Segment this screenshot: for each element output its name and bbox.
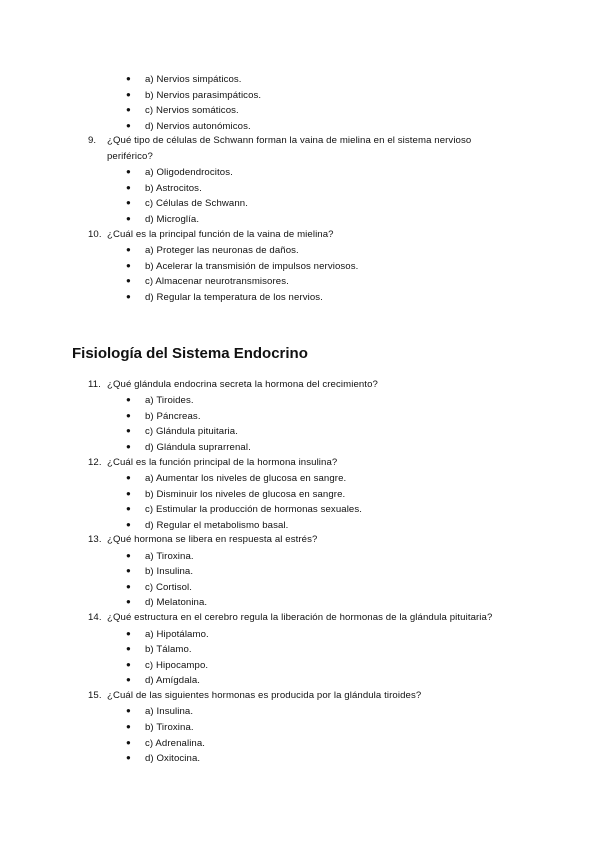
question-10 — [88, 227, 334, 243]
bullet-icon: ● — [126, 566, 131, 575]
bullet-icon: ● — [126, 722, 131, 731]
question-text: ¿Qué hormona se libera en respuesta al estrés? — [107, 534, 318, 545]
question-number: 12. — [88, 457, 102, 468]
list-item — [126, 594, 207, 611]
question-number: 11. — [88, 379, 101, 390]
option-text: d) Nervios autonómicos. — [145, 121, 251, 132]
option-text: b) Insulina. — [145, 566, 194, 577]
question-14 — [88, 610, 492, 626]
question-number: 13. — [88, 534, 102, 545]
bullet-icon: ● — [126, 706, 131, 715]
option-text: c) Células de Schwann. — [145, 198, 248, 209]
option-text: a) Nervios simpáticos. — [145, 74, 242, 85]
option-text: c) Almacenar neurotransmisores. — [145, 276, 289, 287]
option-text: b) Tiroxina. — [145, 722, 194, 733]
option-text: b) Nervios parasimpáticos. — [145, 90, 262, 101]
option-text: b) Tálamo. — [145, 644, 192, 655]
list-item — [126, 641, 192, 658]
bullet-icon: ● — [126, 426, 131, 435]
bullet-icon: ● — [126, 629, 131, 638]
question-text: ¿Cuál de las siguientes hormonas es producida por la glándula tiroides? — [107, 690, 422, 701]
bullet-icon: ● — [126, 167, 131, 176]
list-item — [126, 392, 194, 409]
bullet-icon: ● — [126, 411, 131, 420]
option-text: a) Oligodendrocitos. — [145, 167, 233, 178]
option-text: b) Páncreas. — [145, 411, 201, 422]
bullet-icon: ● — [126, 582, 131, 591]
bullet-icon: ● — [126, 395, 131, 404]
list-item — [126, 439, 251, 456]
question-9 — [88, 133, 471, 149]
option-text: d) Oxitocina. — [145, 753, 201, 764]
bullet-icon: ● — [126, 121, 131, 130]
question-text: ¿Cuál es la principal función de la vaina de mielina? — [107, 229, 334, 240]
bullet-icon: ● — [126, 473, 131, 482]
list-item — [126, 719, 194, 736]
option-text: d) Melatonina. — [145, 597, 208, 608]
bullet-icon: ● — [126, 597, 131, 606]
bullet-icon: ● — [126, 753, 131, 762]
question-number: 9. — [88, 135, 97, 146]
option-text: a) Aumentar los niveles de glucosa en sangre. — [145, 473, 347, 484]
option-text: a) Hipotálamo. — [145, 629, 209, 640]
bullet-icon: ● — [126, 276, 131, 285]
question-text: ¿Cuál es la función principal de la hormona insulina? — [107, 457, 338, 468]
option-text: c) Cortisol. — [145, 582, 193, 593]
question-11 — [88, 377, 378, 393]
question-number: 15. — [88, 690, 102, 701]
question-text: ¿Qué estructura en el cerebro regula la liberación de hormonas de la glándula pituitaria? — [107, 612, 493, 623]
bullet-icon: ● — [126, 644, 131, 653]
bullet-icon: ● — [126, 292, 131, 301]
list-item — [126, 71, 242, 88]
bullet-icon: ● — [126, 520, 131, 529]
bullet-icon: ● — [126, 105, 131, 114]
bullet-icon: ● — [126, 660, 131, 669]
option-text: d) Regular el metabolismo basal. — [145, 520, 289, 531]
option-text: a) Insulina. — [145, 706, 194, 717]
bullet-icon: ● — [126, 183, 131, 192]
list-item — [126, 470, 346, 487]
option-text: d) Microglía. — [145, 214, 200, 225]
bullet-icon: ● — [126, 504, 131, 513]
question-number: 10. — [88, 229, 102, 240]
list-item — [126, 423, 238, 440]
bullet-icon: ● — [126, 489, 131, 498]
option-text: d) Glándula suprarrenal. — [145, 442, 251, 453]
question-text: ¿Qué tipo de células de Schwann forman la vaina de mielina en el sistema nervioso — [107, 135, 472, 146]
option-text: b) Disminuir los niveles de glucosa en sangre. — [145, 489, 346, 500]
option-text: c) Hipocampo. — [145, 660, 209, 671]
list-item — [126, 164, 233, 181]
option-text: a) Tiroxina. — [145, 551, 194, 562]
list-item — [126, 501, 362, 518]
list-item — [126, 563, 193, 580]
option-text: d) Regular la temperatura de los nervios. — [145, 292, 323, 303]
list-item — [126, 102, 239, 119]
option-text: c) Nervios somáticos. — [145, 105, 239, 116]
list-item — [126, 211, 199, 228]
option-text: c) Estimular la producción de hormonas sexuales. — [145, 504, 363, 515]
list-item — [126, 273, 289, 290]
list-item — [126, 195, 248, 212]
option-text: c) Glándula pituitaria. — [145, 426, 238, 437]
list-item — [126, 703, 193, 720]
question-15 — [88, 688, 421, 704]
bullet-icon: ● — [126, 245, 131, 254]
option-text: c) Adrenalina. — [145, 738, 206, 749]
section-heading: Fisiología del Sistema Endocrino — [72, 345, 308, 362]
option-text: b) Acelerar la transmisión de impulsos nerviosos. — [145, 261, 359, 272]
bullet-icon: ● — [126, 675, 131, 684]
bullet-icon: ● — [126, 442, 131, 451]
question-text: ¿Qué glándula endocrina secreta la hormona del crecimiento? — [107, 379, 378, 390]
option-text: a) Proteger las neuronas de daños. — [145, 245, 299, 256]
bullet-icon: ● — [126, 551, 131, 560]
bullet-icon: ● — [126, 261, 131, 270]
question-13 — [88, 532, 317, 548]
question-number: 14. — [88, 612, 102, 623]
list-item — [126, 242, 299, 259]
question-9-continuation: periférico? — [107, 151, 153, 162]
list-item — [126, 750, 200, 767]
option-text: b) Astrocitos. — [145, 183, 202, 194]
list-item — [126, 672, 200, 689]
bullet-icon: ● — [126, 74, 131, 83]
option-text: a) Tiroides. — [145, 395, 194, 406]
bullet-icon: ● — [126, 198, 131, 207]
bullet-icon: ● — [126, 90, 131, 99]
bullet-icon: ● — [126, 214, 131, 223]
bullet-icon: ● — [126, 738, 131, 747]
option-text: d) Amígdala. — [145, 675, 201, 686]
list-item — [126, 289, 323, 306]
question-12 — [88, 455, 337, 471]
